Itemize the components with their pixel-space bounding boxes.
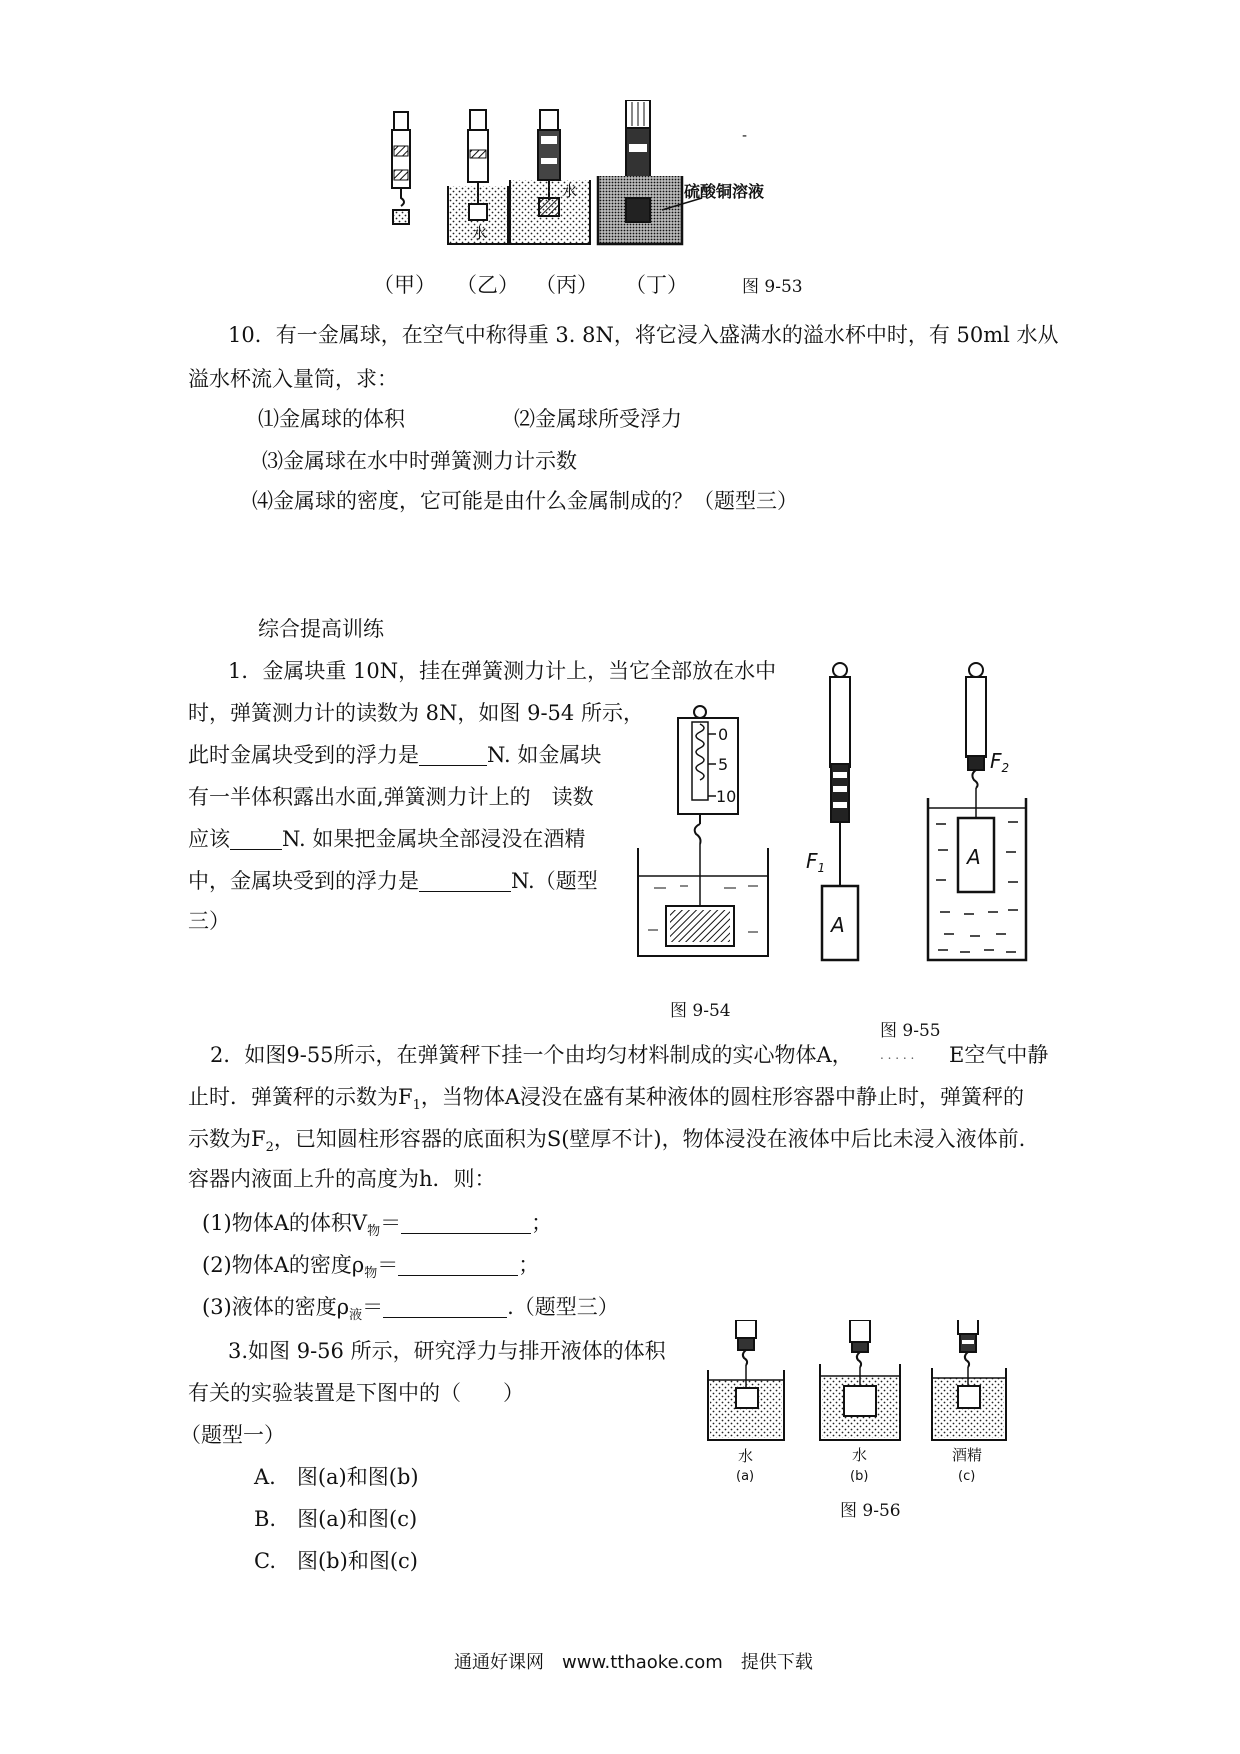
q1-line6a: 中，金属块受到的浮力是	[188, 869, 419, 893]
scale-ding	[598, 100, 764, 244]
q1-line7: 三）	[188, 909, 230, 933]
q2-blank-2[interactable]	[398, 1255, 518, 1276]
copper-sulfate-label: 硫酸铜溶液	[684, 182, 765, 201]
q2-part1: (1)物体A的体积$V_物=$ ；	[202, 1211, 553, 1240]
q10-line1: 10．有一金属球，在空气中称得重 3. 8N，将它浸入盛满水的溢水杯中时，有 50ml 水从	[228, 323, 1059, 347]
beaker-b	[820, 1320, 900, 1440]
fig953-label-yi: （乙）	[456, 273, 519, 297]
q2-blank-3[interactable]	[383, 1297, 507, 1318]
q10-part3: ⑶金属球在水中时弹簧测力计示数	[262, 449, 577, 473]
scale-mark-5: 5	[718, 755, 729, 774]
q2-part3: (3)液体的密度$\rho_液=$ .（题型三）	[202, 1295, 619, 1324]
yi-water-label: 水	[472, 224, 488, 242]
beaker-c	[932, 1320, 1006, 1440]
block-A-left: A	[831, 913, 845, 937]
q2-blank-1[interactable]	[401, 1213, 531, 1234]
q1-line3b: N. 如金属块	[487, 743, 602, 767]
q2-line1a: 2．如图9-55所示，在弹簧秤下挂一个由均匀材料制成的实心物体A，	[210, 1043, 853, 1067]
q1-blank-1[interactable]	[419, 745, 487, 766]
q2-line2: 止时．弹簧秤的示数为$F_1$，当物体A浸没在盛有某种液体的圆柱形容器中静止时，弹簧秤的	[188, 1085, 1025, 1114]
scale-mark-0: 0	[718, 725, 729, 744]
page-footer[interactable]: 通通好课网 www.tthaoke.com 提供下载	[454, 1652, 813, 1673]
q1-line3	[188, 740, 601, 770]
liquid-a: 水	[738, 1447, 754, 1465]
figure-9-55	[800, 660, 1050, 980]
liquid-c: 酒精	[952, 1446, 983, 1464]
fig954-caption: 图 9-54	[670, 1001, 731, 1021]
tag-c: (c)	[958, 1469, 976, 1484]
svg-text:-: -	[742, 128, 748, 144]
q3-line1: 3.如图 9-56 所示，研究浮力与排开液体的体积	[228, 1339, 666, 1363]
q1-blank-3[interactable]	[419, 871, 511, 892]
fig953-caption: 图 9-53	[742, 277, 803, 297]
fig956-caption: 图 9-56	[840, 1501, 901, 1521]
q3-option-a[interactable]: A. 图(a)和图(b)	[254, 1465, 419, 1489]
fig953-label-ding: （丁）	[625, 273, 688, 297]
label-F1: $F_1$	[806, 849, 826, 875]
scale-jia	[392, 112, 410, 224]
q1-line5a: 应该	[188, 827, 230, 851]
scale-bing	[510, 110, 590, 244]
bing-water-label: 水	[562, 182, 578, 200]
q1-line5b: N. 如果把金属块全部浸没在酒精	[282, 827, 586, 851]
fig953-label-bing: （丙）	[535, 273, 598, 297]
document-page: 水 水 硫酸铜溶液 - （甲） （乙） （丙） （丁） 图 9-53 10．有一金属球，在空气中称得重 3. 8N，将它浸入盛满水的溢水杯中时，有 50ml 水从 溢水杯流入量筒，求： ⑴金属球的体积 ⑵金属球所受浮力 ⑶金属球在水中时弹簧测力计示数 ⑷金属球的密度，它可能是由什么金属制成的？（题型三） 综合提高训练 1．金属块重 10N，挂在弹簧测力计上，当它全部放在水中 时，弹簧测力计的读数为 8N，如图 9-54 所示， 此时金属块受到的浮力是 N. 如金属块 有一半体积露出水面,弹簧测力计上的 读数 应该 N. 如果把金属块全部浸没在酒精 中，金属块受到的浮力是 N.（题型 三） 0 5 10 图 9-54 $F_1$ A $F_2$ A 图 9-55 2．如图9-55所示，在弹簧秤下挂一个由均匀材料制成的实心物体A， . . . . . E空气中静 止时．弹簧秤的示数为$F_1$，当物体A浸没在盛有某种液体的圆柱形容器中静止时，弹簧秤的 示数为$F_2$，已知圆柱形容器的底面积为S(壁厚不计)，物体浸没在液体中后比未浸入液体前. 容器内液面上升的高度为h．则： (1)物体A的体积$V_物=$ ； (2)物体A的密度$\rho_物=$ ； (3)液体的密度$\rho_液=$ .（题型三） 3.如图 9-56 所示，研究浮力与排开液体的体积 有关的实验装置是下图中的（ ） （题型一） A. 图(a)和图(b) B. 图(a)和图(c) C. 图(b)和图(c) 水 (a) 水 (b) 酒精 (c) 图 9-56 通通好课网 www.tthaoke.com 提供下载	[0, 0, 1240, 1754]
section-title: 综合提高训练	[258, 617, 384, 641]
q3-option-b[interactable]: B. 图(a)和图(c)	[254, 1507, 418, 1531]
beaker-a	[708, 1320, 784, 1440]
q3-option-c[interactable]: C. 图(b)和图(c)	[254, 1549, 418, 1573]
q10-part1: ⑴金属球的体积	[258, 407, 405, 431]
fig955-caption: 图 9-55	[880, 1021, 941, 1041]
q3-line2: 有关的实验装置是下图中的（ ）	[188, 1381, 524, 1405]
figure-9-56	[700, 1320, 1020, 1490]
q2-line1	[210, 1040, 853, 1070]
q10-part2: ⑵金属球所受浮力	[514, 407, 682, 431]
figure-9-54	[630, 700, 800, 970]
liquid-b: 水	[852, 1446, 868, 1464]
q2-line3: 示数为$F_2$，已知圆柱形容器的底面积为S(壁厚不计)，物体浸没在液体中后比未浸入液体前.	[188, 1127, 1026, 1156]
q2-line4: 容器内液面上升的高度为h．则：	[188, 1167, 496, 1191]
fig953-label-jia: （甲）	[373, 273, 436, 297]
block-A-right: A	[967, 845, 981, 869]
q2-part2: (2)物体A的密度$\rho_物=$ ；	[202, 1253, 540, 1282]
q1-line6	[188, 866, 598, 896]
label-F2: $F_2$	[990, 749, 1010, 775]
q10-line2: 溢水杯流入量筒，求：	[188, 367, 398, 391]
q1-line4: 有一半体积露出水面,弹簧测力计上的 读数	[188, 785, 594, 809]
tag-b: (b)	[850, 1469, 869, 1484]
q2-line1b: E空气中静	[949, 1043, 1049, 1067]
q1-line6b: N.（题型	[511, 869, 598, 893]
q1-line2: 时，弹簧测力计的读数为 8N，如图 9-54 所示，	[188, 701, 644, 725]
q1-line1: 1．金属块重 10N，挂在弹簧测力计上，当它全部放在水中	[228, 659, 777, 683]
q1-blank-2[interactable]	[230, 829, 282, 850]
tag-a: (a)	[736, 1469, 755, 1484]
q1-line3a: 此时金属块受到的浮力是	[188, 743, 419, 767]
scale-yi	[448, 110, 508, 244]
q10-part4: ⑷金属球的密度，它可能是由什么金属制成的？（题型三）	[252, 489, 798, 513]
q1-line5	[188, 824, 585, 854]
q3-line3: （题型一）	[180, 1423, 285, 1447]
scale-mark-10: 10	[716, 787, 737, 806]
